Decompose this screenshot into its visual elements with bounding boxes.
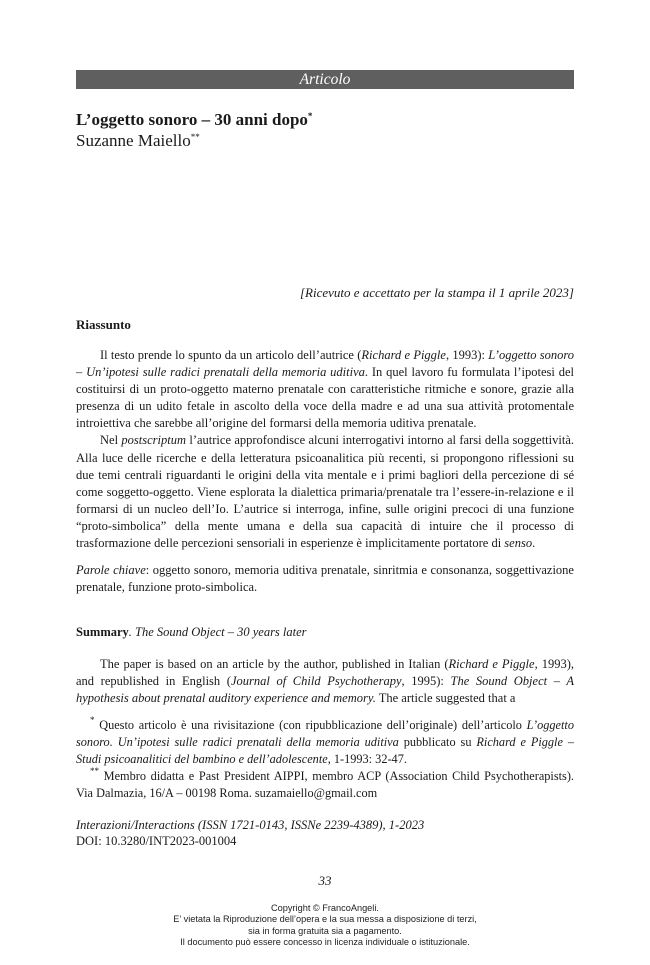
page-number: 33 [318,873,332,888]
footnote-1 [76,717,574,768]
text-run: Nel [100,433,122,448]
journal-name: Richard e Piggle [361,348,446,362]
author-name [76,131,200,151]
section-header-bar [76,70,574,89]
text-run: pubblicato su [398,735,477,749]
italic-term: senso [504,536,533,551]
copyright-notice [0,903,650,949]
author-footnote-mark: ** [190,132,200,142]
abstract-body [76,347,574,552]
text-run: . [532,536,536,551]
text-run: l’autrice approfondisce alcuni interrogativi intorno al farsi della soggettività. Alla luce delle ricerche e della letteratura psicoanalitica più recenti, si propongono riflessioni su due temi centrali riguardanti le origini della vita mentale e i primi bagliori della percezione di sé come soggetto-oggetto. Viene esplorata la dialettica primaria/prenatale tra l’essere-in-relazione e il formarsi di un nucleo dell’Io. L’autrice si interroga, infine, sulle origini precoci di una funzione “proto-simbolica” della mente umana e della sua capacità di intuire che il processo di trasformazione delle percezioni sensoriali in esperienze è implicitamente portatore di [76,433,574,551]
footnote-mark: * [90,715,95,725]
copyright-line: Copyright © FrancoAngeli. [271,903,379,913]
text-run: The paper is based on an article by the author, published in Italian ( [100,657,449,671]
journal-citation: Interazioni/Interactions (ISSN 1721-0143, ISSNe 2239-4389), 1-2023 [76,818,425,832]
text-run: Il testo prende lo spunto da un articolo dell’autrice ( [100,348,362,362]
summary-heading-line [76,624,574,641]
text-run: , 1995): [401,674,451,689]
footnote-2 [76,768,574,802]
text-run: , 1993), and republished in English ( [76,657,574,689]
footnotes [76,717,574,802]
journal-info [76,817,424,849]
copyright-line: sia in forma gratuita sia a pagamento. [248,925,402,936]
author-text: Suzanne Maiello [76,131,191,150]
text-run: 1-1993: 32-47. [330,752,407,766]
summary-paragraph-1 [76,656,574,707]
footnote-mark: ** [90,766,99,776]
keywords [76,562,574,596]
journal-name: Richard e Piggle – Studi psicoanalitici del bambino e dell’adolescente, [76,735,574,766]
title-footnote-mark: * [307,111,313,121]
doi: DOI: 10.3280/INT2023-001004 [76,834,237,848]
summary-heading: Summary [76,625,129,639]
summary-body [76,656,574,707]
text-run: The article suggested that a [375,691,516,706]
cited-title: The Sound Object – A hypothesis about prenatal auditory experience and memory. [76,674,574,706]
text-run: . In quel lavoro fu formulata l’ipotesi del costituirsi di un proto-oggetto materno prenatale con caratteristiche ritmiche e sonore, grazie alla presenza di un udito fetale in ascolto della voce della madre e ad una sua attività protomentale introiettiva che sarebbe all’origine del formarsi della memoria uditiva prenatale. [76,365,574,431]
summary-subtitle: . The Sound Object – 30 years later [128,625,307,639]
copyright-line: Il documento può essere concesso in licenza individuale o istituzionale. [180,937,470,948]
journal-name: Richard e Piggle [448,657,535,671]
abstract-heading: Riassunto [76,317,131,332]
abstract-paragraph-1 [76,347,574,432]
journal-name: Journal of Child Psychotherapy [230,674,402,689]
keywords-paragraph [76,562,574,596]
cited-title: L’oggetto sonoro. Un’ipotesi sulle radici prenatali della memoria uditiva [76,718,574,749]
author-affiliation: Membro didatta e Past President AIPPI, membro ACP (Association Child Psychotherapists). Via Dalmazia, 16/A – 00198 Roma. suzamaiello@gmail.com [76,769,574,800]
copyright-line: E’ vietata la Riproduzione dell’opera e la sua messa a disposizione di terzi, [173,914,477,925]
section-label: Articolo [299,71,351,88]
title-text: L’oggetto sonoro – 30 anni dopo [76,110,308,129]
text-run: , 1993): [445,348,489,362]
summary-heading-paragraph [76,624,574,641]
keywords-list: : oggetto sonoro, memoria uditiva prenatale, sinritmia e consonanza, soggettivazione prenatale, funzione proto-simbolica. [76,563,574,595]
text-run: Questo articolo è una rivisitazione (con ripubblicazione dell’originale) dell’articolo [94,718,527,732]
article-title [76,110,312,130]
italic-term: postscriptum [121,433,186,448]
abstract-paragraph-2 [76,432,574,552]
keywords-label: Parole chiave [76,563,146,577]
received-note: [Ricevuto e accettato per la stampa il 1 aprile 2023] [299,285,574,300]
cited-title: L’oggetto sonoro – Un’ipotesi sulle radici prenatali della memoria uditiva [76,348,574,380]
